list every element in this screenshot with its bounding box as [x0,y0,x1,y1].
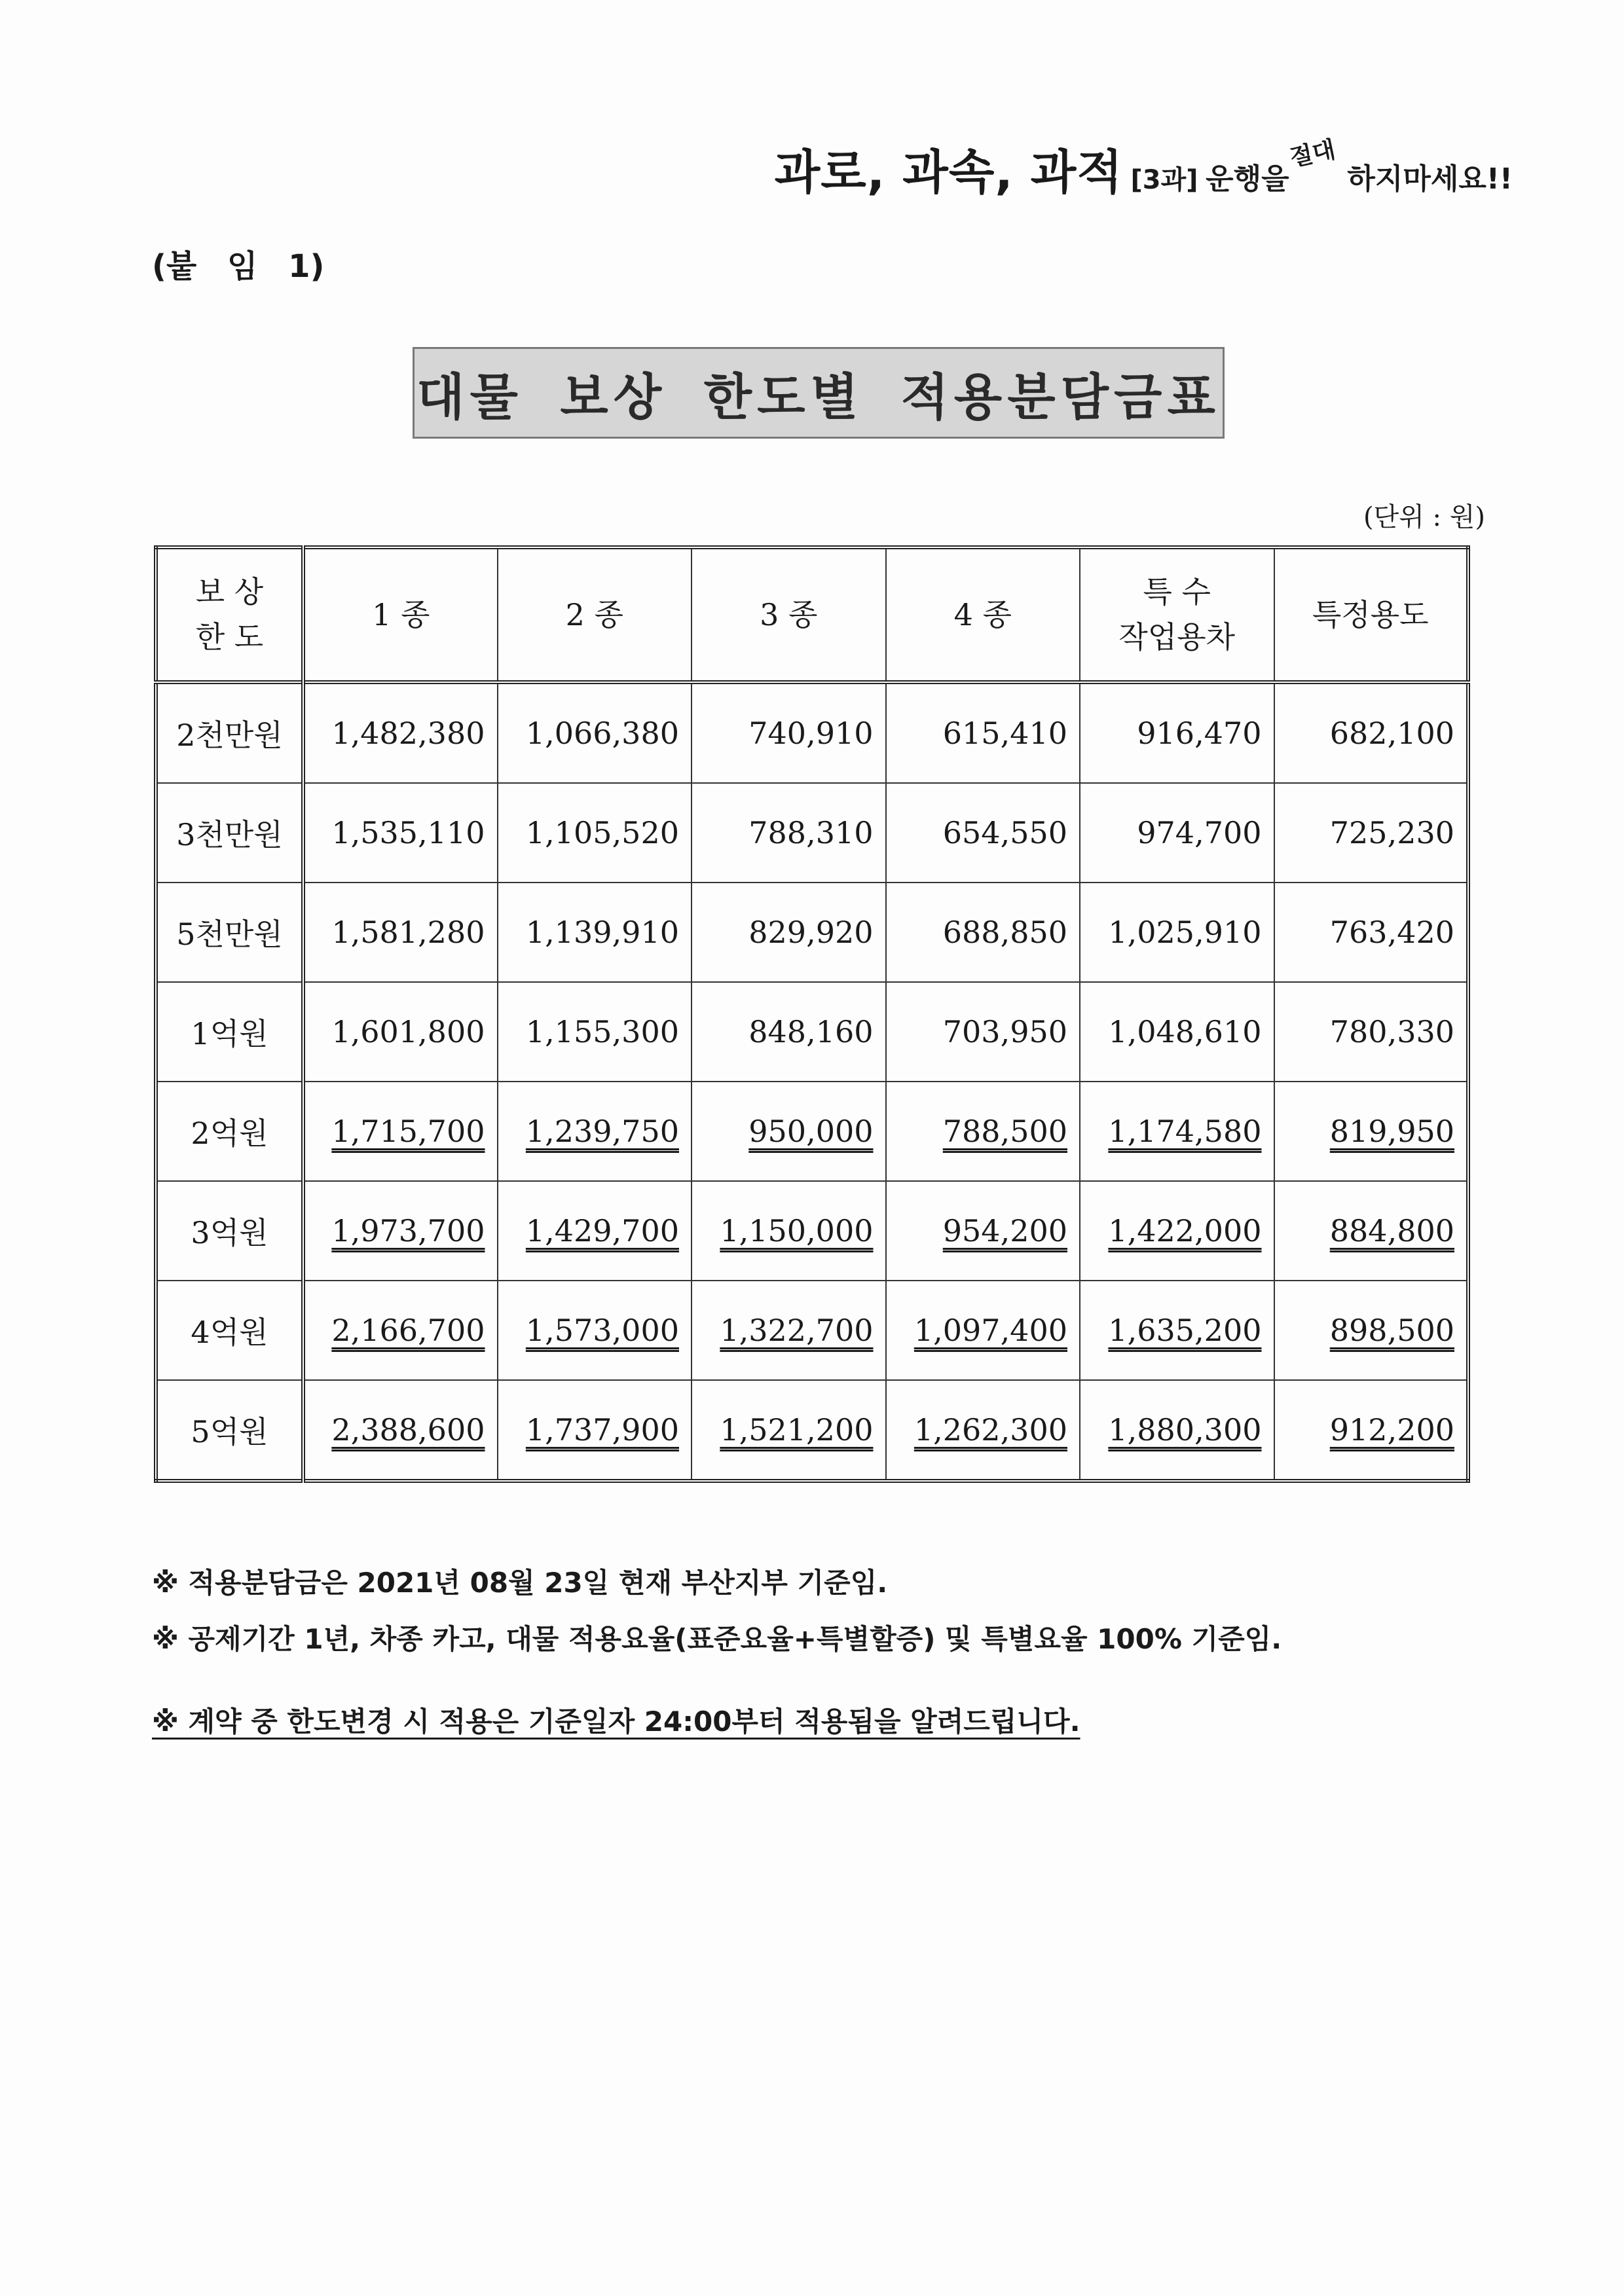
document-title: 대물 보상 한도별 적용분담금표 [416,367,1221,426]
value-cell: 788,310 [692,783,886,883]
slogan-mid: 운행을 [1206,162,1289,196]
value-cell: 1,601,800 [303,982,498,1082]
value-cell: 1,105,520 [498,783,692,883]
slogan-end: 하지마세요!! [1347,162,1513,196]
limit-cell: 2억원 [156,1082,303,1181]
value-cell: 898,500 [1274,1281,1469,1380]
value-cell: 829,920 [692,883,886,982]
table-row [156,682,1468,783]
rate-table [154,545,1470,1483]
header-cell: 1 종 [303,547,498,682]
limit-cell: 1억원 [156,982,303,1082]
value-cell: 974,700 [1080,783,1274,883]
value-cell: 654,550 [886,783,1080,883]
value-cell: 788,500 [886,1082,1080,1181]
value-cell: 703,950 [886,982,1080,1082]
value-cell: 1,973,700 [303,1181,498,1281]
value-cell: 1,150,000 [692,1181,886,1281]
table-header-row [156,547,1468,682]
header-cell: 4 종 [886,547,1080,682]
value-cell: 1,482,380 [303,682,498,783]
limit-cell: 5천만원 [156,883,303,982]
table-row [156,1181,1468,1281]
value-cell: 916,470 [1080,682,1274,783]
table-row [156,982,1468,1082]
value-cell: 688,850 [886,883,1080,982]
header-cell: 보 상 한 도 [156,547,303,682]
value-cell: 1,880,300 [1080,1380,1274,1481]
slogan-stamp: 절대 [1287,136,1338,172]
value-cell: 1,155,300 [498,982,692,1082]
table-row [156,1281,1468,1380]
header-cell: 특정용도 [1274,547,1469,682]
limit-cell: 3억원 [156,1181,303,1281]
value-cell: 954,200 [886,1181,1080,1281]
header-cell: 3 종 [692,547,886,682]
table-row [156,1082,1468,1181]
note-2: ※ 공제기간 1년, 차종 카고, 대물 적용요율(표준요율+특별할증) 및 특별요율 100% 기준임. [152,1623,1282,1655]
slogan-main: 과로, 과속, 과적 [774,145,1123,200]
value-cell: 1,573,000 [498,1281,692,1380]
value-cell: 848,160 [692,982,886,1082]
safety-slogan [775,134,1513,202]
table-row [156,883,1468,982]
value-cell: 763,420 [1274,883,1469,982]
limit-cell: 2천만원 [156,682,303,783]
value-cell: 1,239,750 [498,1082,692,1181]
value-cell: 1,097,400 [886,1281,1080,1380]
value-cell: 1,737,900 [498,1380,692,1481]
value-cell: 1,715,700 [303,1082,498,1181]
value-cell: 1,429,700 [498,1181,692,1281]
unit-label: (단위 : 원) [1363,502,1485,532]
value-cell: 1,066,380 [498,682,692,783]
value-cell: 725,230 [1274,783,1469,883]
attachment-label: (붙 임 1) [152,248,325,285]
value-cell: 1,635,200 [1080,1281,1274,1380]
value-cell: 615,410 [886,682,1080,783]
note-3: ※ 계약 중 한도변경 시 적용은 기준일자 24:00부터 적용됨을 알려드립니다. [152,1705,1080,1738]
notes [152,1555,1282,1750]
value-cell: 1,521,200 [692,1380,886,1481]
note-1: ※ 적용분담금은 2021년 08월 23일 현재 부산지부 기준임. [152,1567,888,1599]
value-cell: 1,422,000 [1080,1181,1274,1281]
value-cell: 1,139,910 [498,883,692,982]
value-cell: 740,910 [692,682,886,783]
value-cell: 2,166,700 [303,1281,498,1380]
title-box [413,347,1225,439]
value-cell: 1,048,610 [1080,982,1274,1082]
value-cell: 912,200 [1274,1380,1469,1481]
header-cell: 2 종 [498,547,692,682]
value-cell: 1,174,580 [1080,1082,1274,1181]
value-cell: 950,000 [692,1082,886,1181]
value-cell: 682,100 [1274,682,1469,783]
value-cell: 780,330 [1274,982,1469,1082]
slogan-bracket: [3과] [1130,165,1198,195]
limit-cell: 3천만원 [156,783,303,883]
table-row [156,783,1468,883]
value-cell: 884,800 [1274,1181,1469,1281]
table-row [156,1380,1468,1481]
value-cell: 1,535,110 [303,783,498,883]
value-cell: 1,025,910 [1080,883,1274,982]
header-cell: 특 수 작업용차 [1080,547,1274,682]
limit-cell: 4억원 [156,1281,303,1380]
value-cell: 1,322,700 [692,1281,886,1380]
value-cell: 1,581,280 [303,883,498,982]
value-cell: 819,950 [1274,1082,1469,1181]
limit-cell: 5억원 [156,1380,303,1481]
value-cell: 1,262,300 [886,1380,1080,1481]
value-cell: 2,388,600 [303,1380,498,1481]
